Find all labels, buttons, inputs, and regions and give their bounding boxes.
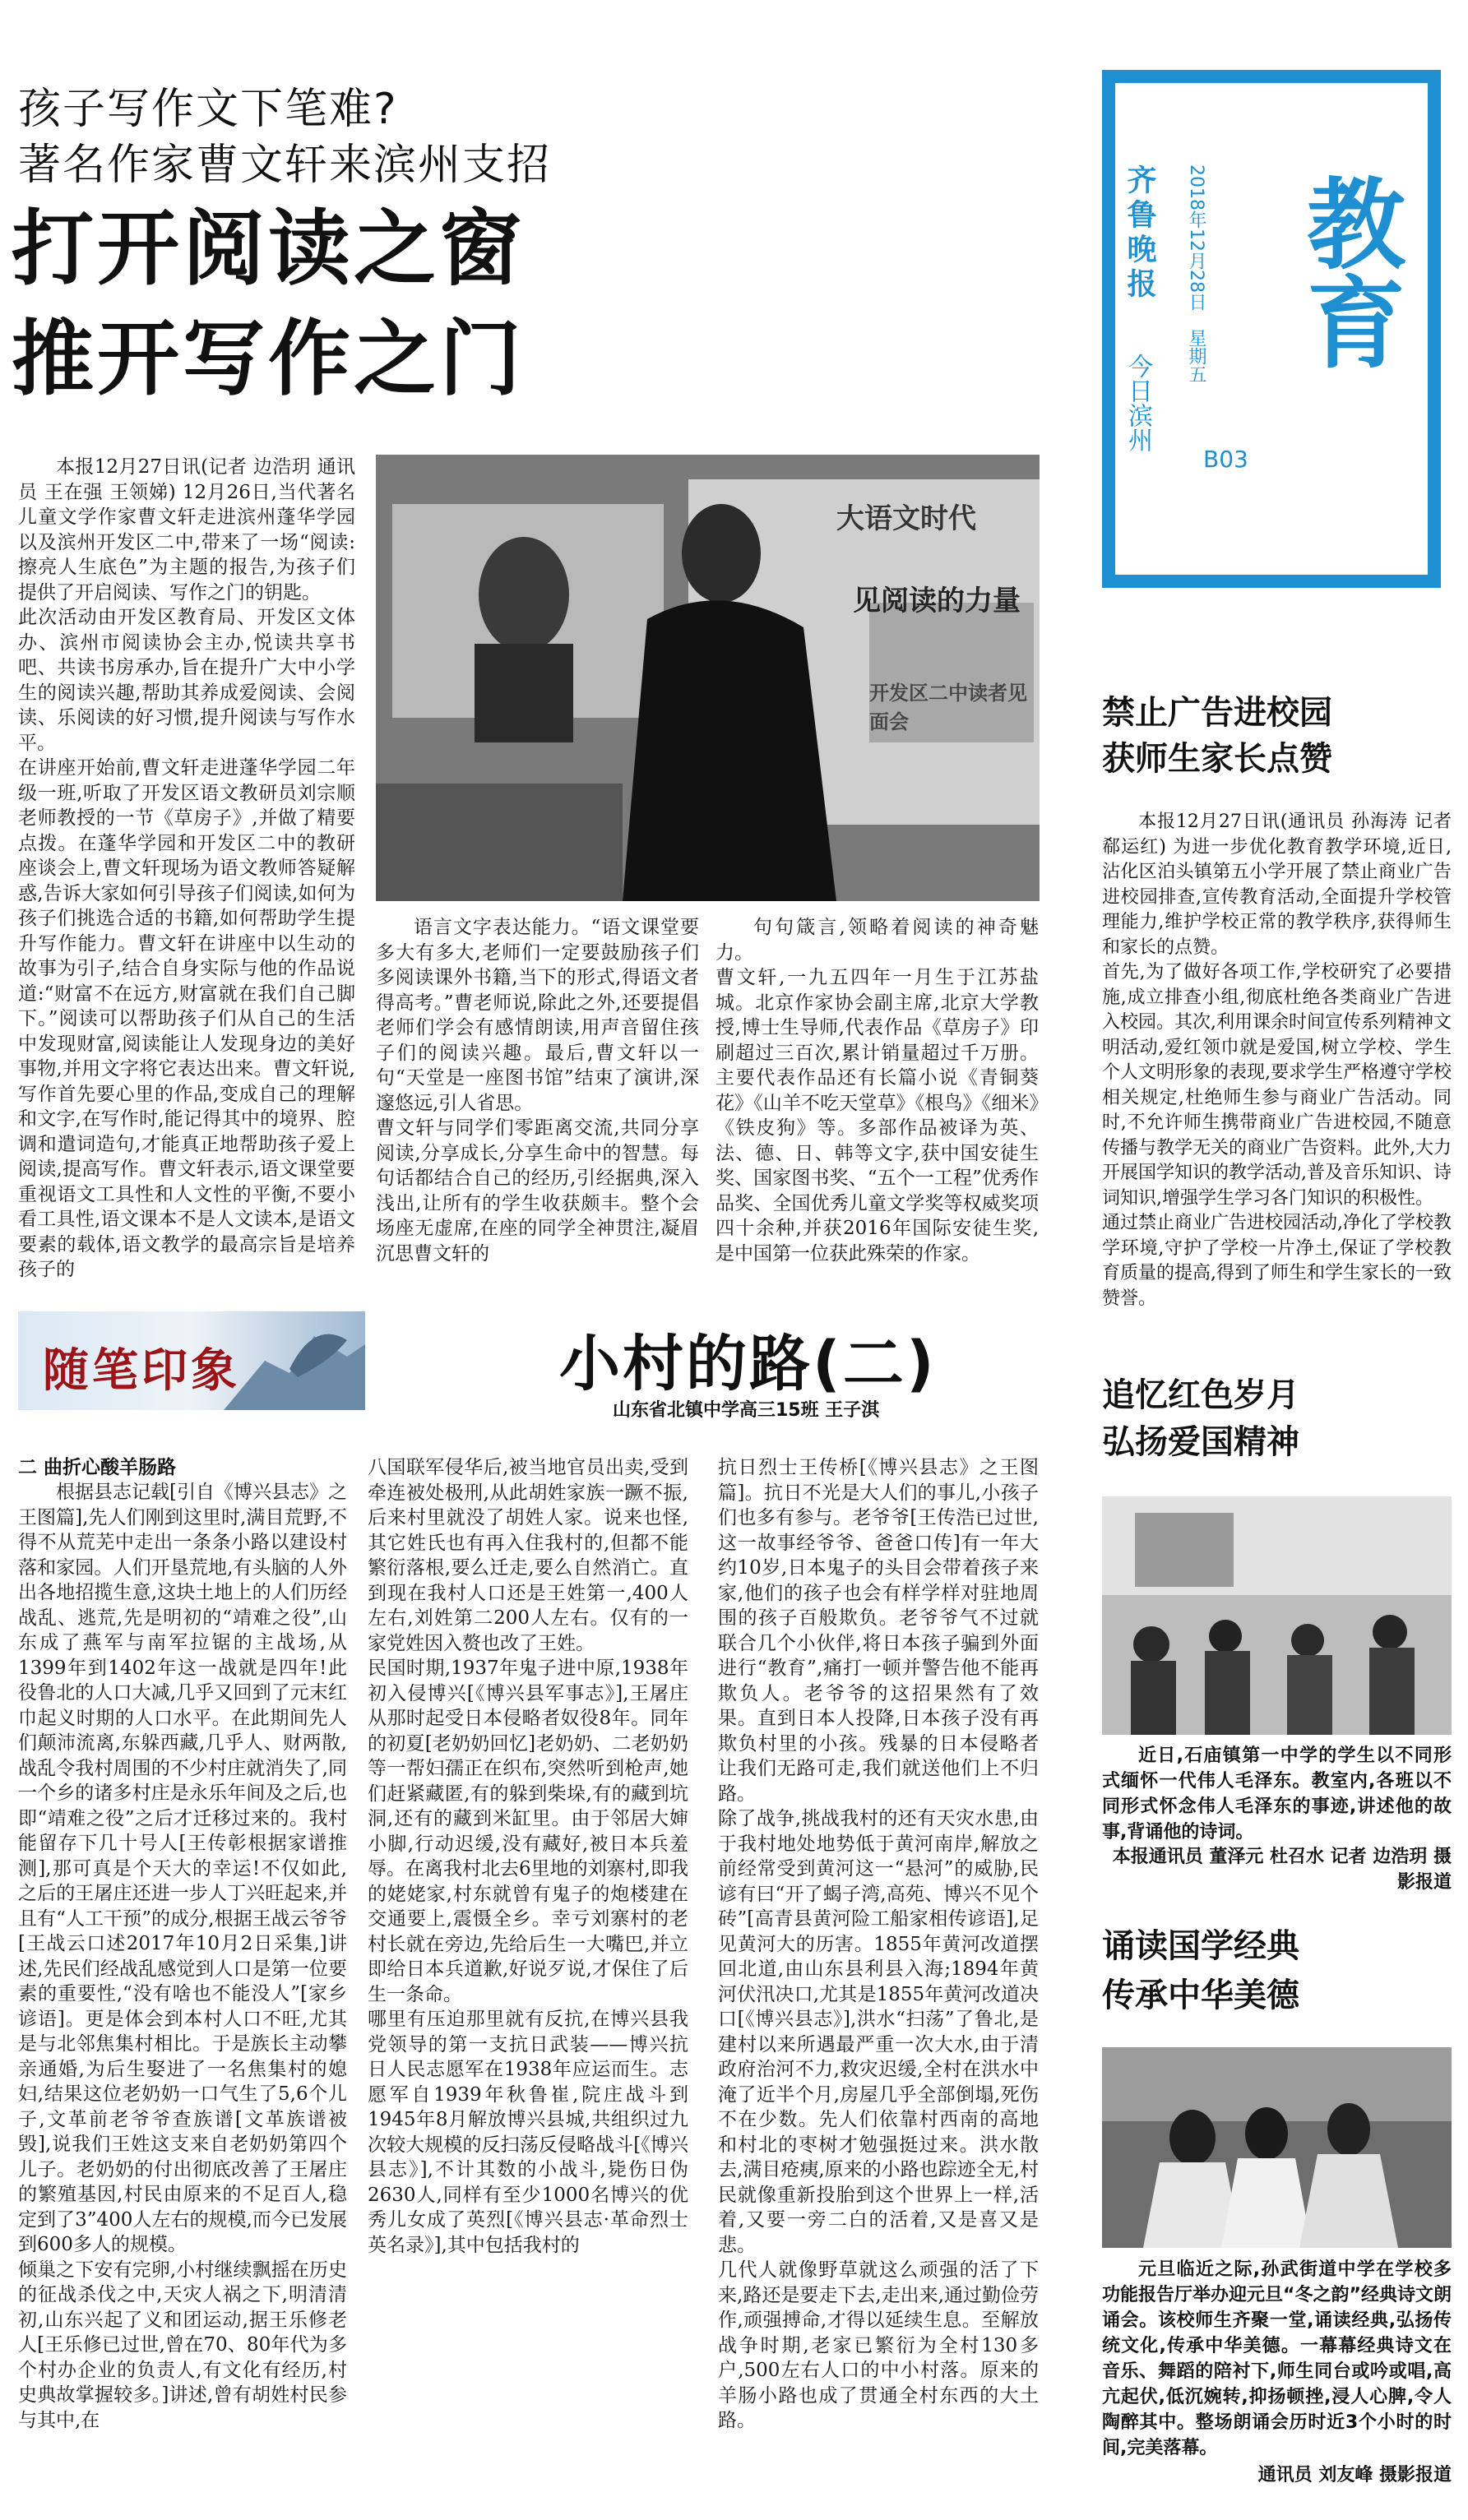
side3-credit: 通讯员 刘友峰 摄影报道 [1257,2465,1452,2485]
essay-byline: 山东省北镇中学高三15班 王子淇 [613,1400,880,1421]
side2-caption: 近日,石庙镇第一中学的学生以不同形式缅怀一代伟人毛泽东。教室内,各班以不同形式怀念伟人毛泽东的事迹,讲述他的故事,背诵他的诗词。 [1102,1746,1452,1843]
section-name: 教育 [1290,173,1405,370]
side1-body: 本报12月27日讯(通讯员 孙海涛 记者 郗运红) 为进一步优化教育教学环境,近日,沾化区泊头镇第五小学开展了禁止商业广告进校园排查,宣传教育活动,全面提升学校管理能力,维护学校正常的教学秩序,获得师生和家长的点赞。 首先,为了做好各项工作,学校研究了必要措施,成立排查小组,彻底杜绝各类商业广告进入校园。其次,利用课余时间宣传系列精神文明活动,爱红领巾就是爱国,树立学校、学生个人文明形象的表现,要求学生严格遵守学校相关规定,杜绝师生参与商业广告活动。同时,不允许师生携带商业广告进校园,不随意传播与教学无关的商业广告资料。此外,大力开展国学知识的教学活动,普及音乐知识、诗词知识,增强学生学习各门知识的积极性。 通过禁止商业广告进校园活动,净化了学校教学环境,守护了学校一片净土,保证了学校教育质量的提高,得到了师生和学生家长的一致赞誉。 [1102,811,1452,1309]
photo-banner-text-3: 开发区二中读者见面会 [869,681,1027,733]
essay-subhead: 二 曲折心酸羊肠路 [18,1457,177,1478]
lead-column-2: 语言文字表达能力。“语文课堂要多大有多大,老师们一定要鼓励孩子们多阅读课外书籍,当下的形式,得语文者得高考。”曹老师说,除此之外,还要提倡老师们学会有感情朗读,用声音留住孩子们的阅读兴趣。最后,曹文轩以一句“天堂是一座图书馆”结束了演讲,深邃悠远,引人省思。 曹文轩与同学们零距离交流,共同分享阅读,分享成长,分享生命中的智慧。每句话都结合自己的经历,引经据典,深入浅出,让所有的学生收获颇丰。整个会场座无虚席,在座的同学全神贯注,凝眉沉思曹文轩的 [376,917,699,1265]
photo-banner-text-1: 大语文时代 [836,502,976,535]
essay-title: 小村的路(二) [559,1329,937,1399]
page-number: B03 [1203,446,1248,473]
essay-banner-text: 随笔印象 [43,1343,240,1398]
side3-title-1: 诵读国学经典 [1102,1927,1299,1965]
side2-title-2: 弘扬爱国精神 [1102,1423,1299,1461]
lead-column-3: 句句箴言,领略着阅读的神奇魅力。 曹文轩,一九五四年一月生于江苏盐城。北京作家协会副主席,北京大学教授,博士生导师,代表作品《草房子》印刷超过三百次,累计销量超过千万册。主要代表作品还有长篇小说《青铜葵花》《山羊不吃天堂草》《根鸟》《细米》《铁皮狗》等。多部作品被译为英、法、德、日、韩等文字,获中国安徒生奖、国家图书奖、“五个一工程”优秀作品奖、全国优秀儿童文学奖等权威奖项四十余种,并获2016年国际安徒生奖,是中国第一位获此殊荣的作家。 [715,917,1039,1265]
side3-title-2: 传承中华美德 [1102,1977,1299,2014]
photo-banner-text-2: 见阅读的力量 [853,585,1021,617]
side1-title-1: 禁止广告进校园 [1102,694,1332,732]
masthead [1113,82,1430,576]
essay-column-1: 根据县志记载[引自《博兴县志》之王图篇],先人们刚到这里时,满目荒野,不得不从荒芜中走出一条条小路以建设村落和家园。人们开垦荒地,有头脑的人外出各地招揽生意,这块土地上的人们历经战乱、逃荒,先是明初的“靖难之役”,山东成了燕军与南军拉锯的主战场,从1399年到1402年这一战就是四年!此役鲁北的人口大减,几乎又回到了元末红巾起义时期的人口水平。在此期间先人们颠沛流离,东躲西藏,几乎人、财两散,战乱令我村周围的不少村庄就消失了,同一个乡的诸多村庄是永乐年间及之后,也即“靖难之役”之后才迁移过来的。我村能留存下几十号人[王传彰根据家谱推测],那可真是个天大的幸运!不仅如此,之后的王屠庄还进一步人丁兴旺起来,并且有“人工干预”的成分,根据王战云爷爷[王战云口述2017年10月2日采集,]讲述,先民们经战乱感觉到人口是第一位要素的重要性,“没有啥也不能没人”[家乡谚语]。更是体会到本村人口不旺,尤其是与北邻焦集村相比。于是族长主动攀亲通婚,为后生娶进了一名焦集村的媳妇,结果这位老奶奶一口气生了5,6个儿子,文革前老爷爷查族谱[文革族谱被毁],说我们王姓这支来自老奶奶第四个儿子。老奶奶的付出彻底改善了王屠庄的繁殖基因,村民由原来的不足百人,稳定到了3”400人左右的规模,而今已发展到600多人的规模。 倾巢之下安有完卵,小村继续飘摇在历史的征战杀伐之中,天灾人祸之下,明清清初,山东兴起了义和团运动,据王乐修老人[王乐修已过世,曾在70、80年代为多个村办企业的负责人,有文化有经历,村史典故掌握较多。]讲述,曾有胡姓村民参与其中,在 [18,1482,347,2431]
side2-photo [1102,1496,1452,1735]
classroom-photo-illustration [1102,1496,1452,1735]
essay-column-3: 抗日烈士王传桥[《博兴县志》之王图篇]。抗日不光是大人们的事儿,小孩子们也多有参与。老爷爷[王传浩已过世,这一故事经爷爷、爸爸口传]有一年大约10岁,日本鬼子的头目会带着孩子来家,他们的孩子也会有样学样对驻地周围的孩子百般欺负。老爷爷气不过就联合几个小伙伴,将日本孩子骗到外面进行“教育”,痛打一顿并警告他不能再欺负人。老爷爷的这招果然有了效果。直到日本人投降,日本孩子没有再欺负村里的小孩。残暴的日本侵略者让我们无路可走,我们就送他们上不归路。 除了战争,挑战我村的还有天灾水患,由于我村地处地势低于黄河南岸,解放之前经常受到黄河这一“悬河”的威胁,民谚有曰“开了蝎子湾,高苑、博兴不见个砖”[高青县黄河险工船家相传谚语],足见黄河大的历害。1855年黄河改道摆回北道,由山东县利县入海;1894年黄河伏汛决口,尤其是1855年黄河改道决口[《博兴县志》],洪水“扫荡”了鲁北,是建村以来所遇最严重一次大水,由于清政府治河不力,救灾迟缓,全村在洪水中淹了近半个月,房屋几乎全部倒塌,死伤不在少数。先人们依靠村西南的高地和村北的枣树才勉强挺过来。洪水散去,满目疮痍,原来的小路也踪迹全无,村民就像重新投胎到这个世界上一样,活着,又要一旁二白的活着,又是喜又是悲。 几代人就像野草就这么顽强的活了下来,路还是要走下去,走出来,通过勤俭劳作,顽强搏命,才得以延续生息。至解放战争时期,老家已繁衍为全村130多户,500左右人口的中小村落。原来的羊肠小路也成了贯通全村东西的大土路。 [718,1457,1039,2431]
lead-kicker-2: 著名作家曹文轩来滨州支招 [18,141,552,190]
essay-banner [18,1311,365,1410]
recital-photo-illustration [1102,2047,1452,2248]
lead-kicker-1: 孩子写作文下笔难? [18,85,398,134]
side2-title-1: 追忆红色岁月 [1102,1376,1299,1414]
side2-credit: 本报通讯员 董泽元 杜召水 记者 边浩玥 摄影报道 [1112,1847,1452,1893]
lead-column-1: 本报12月27日讯(记者 边浩玥 通讯员 王在强 王领娣) 12月26日,当代著名儿童文学作家曹文轩走进滨州蓬华学园以及滨州开发区二中,带来了一场“阅读:擦亮人生底色”为主题的报告,为孩子们提供了开启阅读、写作之门的钥匙。 此次活动由开发区教育局、开发区文体办、滨州市阅读协会主办,悦读共享书吧、共读书房承办,旨在提升广大中小学生的阅读兴趣,帮助其养成爱阅读、会阅读、乐阅读的好习惯,提升阅读与写作水平。 在讲座开始前,曹文轩走进蓬华学园二年级一班,听取了开发区语文教研员刘宗顺老师教授的一节《草房子》,并做了精要点拨。在蓬华学园和开发区二中的教研座谈会上,曹文轩现场为语文教师答疑解惑,告诉大家如何引导孩子们阅读,如何为孩子们挑选合适的书籍,如何帮助学生提升写作能力。曹文轩在讲座中以生动的故事为引子,结合自身实际与他的作品说道:“财富不在远方,财富就在我们自己脚下。”阅读可以帮助孩子们从自己的生活中发现财富,阅读能让人发现身边的美好事物,并用文字将它表达出来。曹文轩说,写作首先要心里的作品,变成自己的理解和文字,在写作时,能记得其中的境界、腔调和遣词造句,才能真正地帮助孩子爱上阅读,提高写作。曹文轩表示,语文课堂要重视语文工具性和人文性的平衡,不要小看工具性,语文课本不是人文读本,是语文要素的载体,语文教学的最高宗旨是培养孩子的 [18,456,355,1280]
paper-name: 齐鲁晚报 [1123,164,1157,303]
masthead-weekday: 星期五 [1186,329,1206,383]
essay-column-2: 八国联军侵华后,被当地官员出卖,受到牵连被处极刑,从此胡姓家族一蹶不振,后来村里就没了胡姓人家。说来也怪,其它姓氏也有再入住我村的,但都不能繁衍落根,要么迁走,要么自然消亡。直到现在我村人口还是王姓第一,400人左右,刘姓第二200人左右。仅有的一家党姓因入赘也改了王姓。 民国时期,1937年鬼子进中原,1938年初入侵博兴[《博兴县军事志》],王屠庄从那时起受日本侵略者奴役8年。同年的初夏[老奶奶回忆]老奶奶、二老奶奶等一帮妇孺正在织布,突然听到枪声,她们赶紧藏匿,有的躲到柴垛,有的藏到坑洞,还有的藏到米缸里。由于邻居大婶小脚,行动迟缓,没有藏好,被日本兵羞辱。在离我村北去6里地的刘寨村,即我的姥姥家,村东就曾有鬼子的炮楼建在交通要上,震慑全乡。幸亏刘寨村的老村长就在旁边,先给后生一大嘴巴,并立即给日本兵道歉,好说歹说,才保住了后生一条命。 哪里有压迫那里就有反抗,在博兴县我党领导的第一支抗日武装——博兴抗日人民志愿军在1938年应运而生。志愿军自1939年秋鲁崔,院庄战斗到1945年8月解放博兴县城,共组织过九次较大规模的反扫荡反侵略战斗[《博兴县志》],不计其数的小战斗,毙伤日伪2630人,同样有至少1000名博兴的优秀儿女成了英烈[《博兴县志·革命烈士英名录》],其中包括我村的 [368,1457,688,2256]
lead-headline-2: 推开写作之门 [12,311,525,407]
masthead-edition: 今日滨州 [1123,354,1152,452]
side3-photo [1102,2047,1452,2248]
lead-photo [376,455,1040,901]
lead-headline-1: 打开阅读之窗 [12,201,525,297]
side3-caption: 元旦临近之际,孙武街道中学在学校多功能报告厅举办迎元旦“冬之韵”经典诗文朗诵会。该校师生齐聚一堂,诵读经典,弘扬传统文化,传承中华美德。一幕幕经典诗文在音乐、舞蹈的陪衬下,师生同台或吟或唱,高亢起伏,低沉婉转,抑扬顿挫,浸人心脾,令人陶醉其中。整场朗诵会历时近3个小时的时间,完美落幕。 [1102,2259,1452,2458]
masthead-date: 2018年12月28日 [1186,164,1206,311]
side1-title-2: 获师生家长点赞 [1102,740,1332,778]
